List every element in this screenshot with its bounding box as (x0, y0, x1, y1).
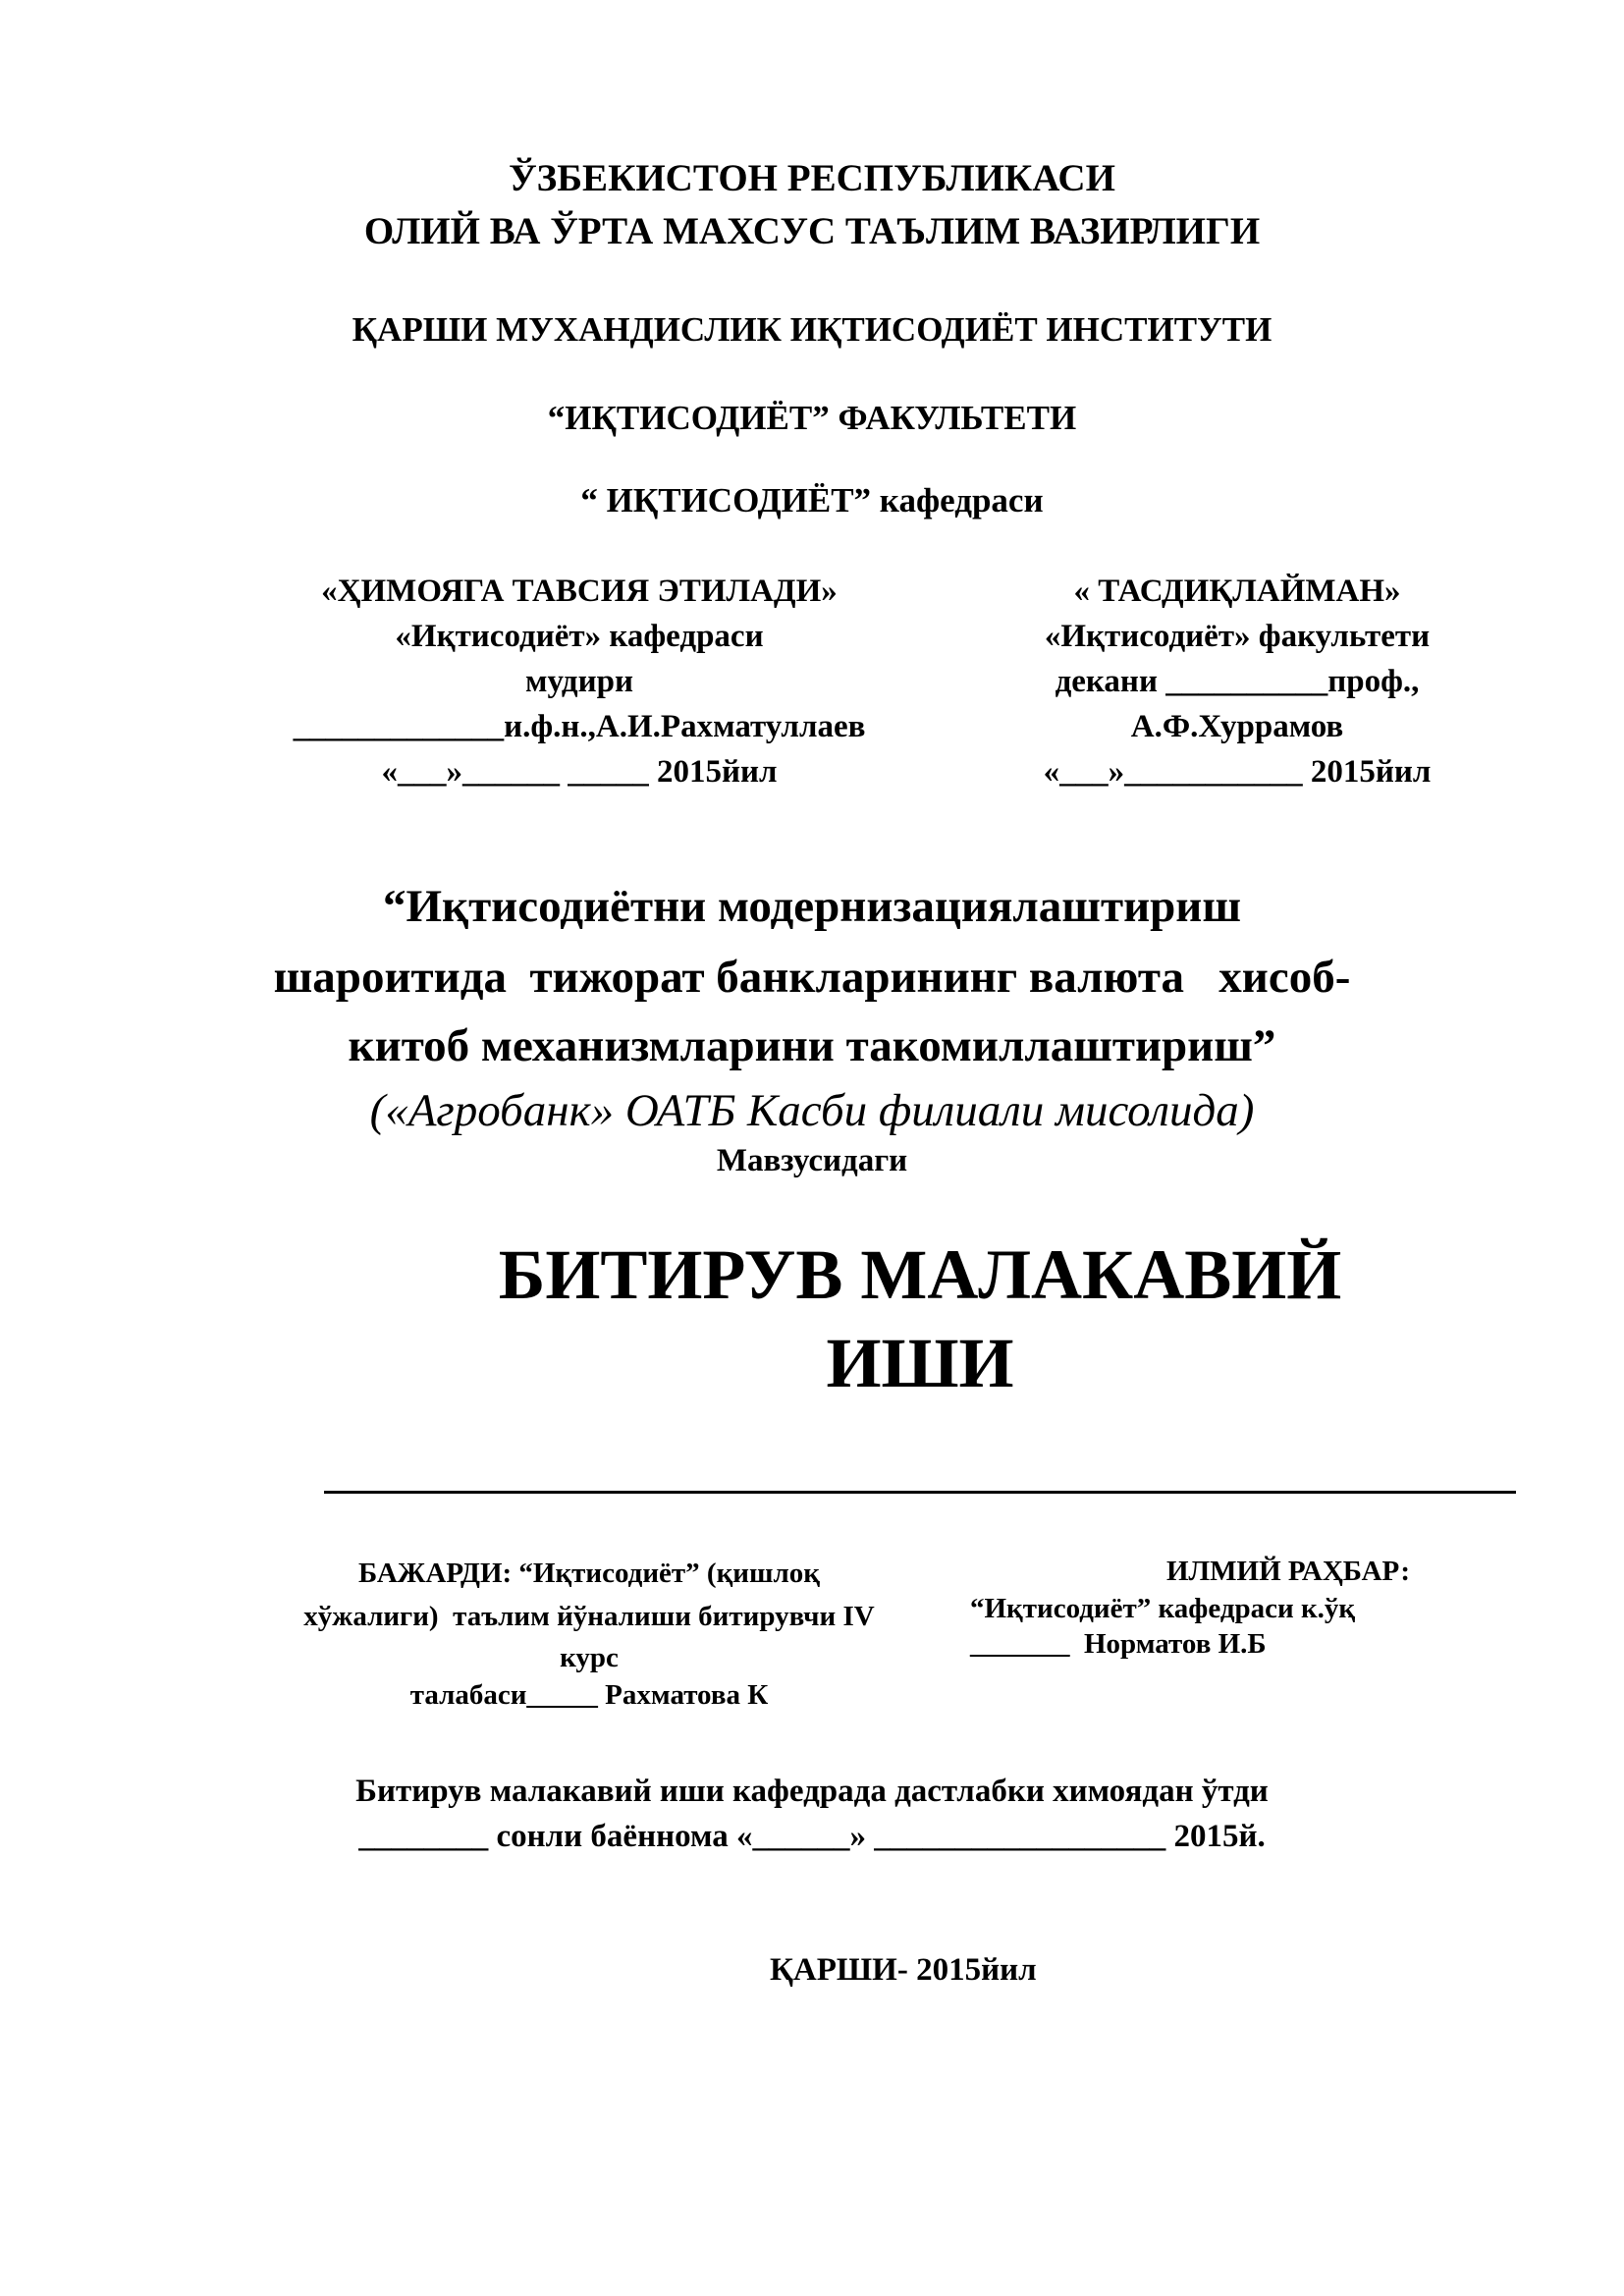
approval-right-line: декани __________проф., (1055, 664, 1420, 699)
work-type-title: ИШИ (826, 1324, 1014, 1402)
ministry-name: ОЛИЙ ВА ЎРТА МАХСУС ТАЪЛИМ ВАЗИРЛИГИ (363, 210, 1261, 252)
approval-right-line: А.Ф.Хуррамов (1130, 709, 1344, 744)
student-line: талабаси_____ Рахматова К (409, 1679, 769, 1711)
topic-line: китоб механизмларини такомиллаштириш” (348, 1020, 1276, 1071)
approval-right-line: « ТАСДИҚЛАЙМАН» (1073, 574, 1401, 609)
approval-left-line: мудири (525, 664, 633, 699)
faculty-name: “ИҚТИСОДИЁТ” ФАКУЛЬТЕТИ (547, 399, 1077, 437)
advisor-name: _______ Норматов И.Б (970, 1628, 1267, 1660)
student-line: хўжалиги) таълим йўналиши битирувчи IV (303, 1601, 875, 1632)
topic-line: “Иқтисодиётни модернизациялаштириш (382, 881, 1242, 932)
topic-subtitle: («Агробанк» ОАТБ Касби филиали мисолида) (369, 1085, 1255, 1136)
approval-left-line: «Иқтисодиёт» кафедраси (395, 619, 764, 654)
work-type-title: БИТИРУВ МАЛАКАВИЙ (498, 1235, 1342, 1314)
department-name: “ ИҚТИСОДИЁТ” кафедраси (580, 481, 1044, 519)
approval-left-line: «ҲИМОЯГА ТАВСИЯ ЭТИЛАДИ» (321, 574, 838, 609)
approval-right-line: «___»___________ 2015йил (1043, 754, 1432, 790)
defense-protocol: ________ сонли баённома «______» __________________ 2015й. (358, 1819, 1266, 1854)
defense-statement: Битирув малакавий иши кафедрада дастлабки химоядан ўтди (355, 1774, 1269, 1809)
approval-left-line: «___»______ _____ 2015йил (381, 754, 778, 790)
topic-line: шароитида тижорат банкларининг валюта хисоб- (273, 952, 1351, 1003)
student-line: БАЖАРДИ: “Иқтисодиёт” (қишлоқ (358, 1558, 820, 1589)
approval-right-line: «Иқтисодиёт» факультети (1044, 619, 1431, 654)
city-year: ҚАРШИ- 2015йил (770, 1952, 1037, 1988)
advisor-title: ИЛМИЙ РАҲБАР: (1166, 1556, 1410, 1587)
topic-caption: Мавзусидаги (716, 1143, 908, 1178)
approval-left-line: _____________и.ф.н.,А.И.Рахматуллаев (293, 709, 866, 744)
republic-name: ЎЗБЕКИСТОН РЕСПУБЛИКАСИ (509, 157, 1115, 199)
horizontal-rule (324, 1491, 1516, 1494)
institute-name: ҚАРШИ МУХАНДИСЛИК ИҚТИСОДИЁТ ИНСТИТУТИ (352, 310, 1272, 349)
student-line: курс (560, 1642, 619, 1673)
advisor-position: “Иқтисодиёт” кафедраси к.ўқ (970, 1593, 1356, 1624)
